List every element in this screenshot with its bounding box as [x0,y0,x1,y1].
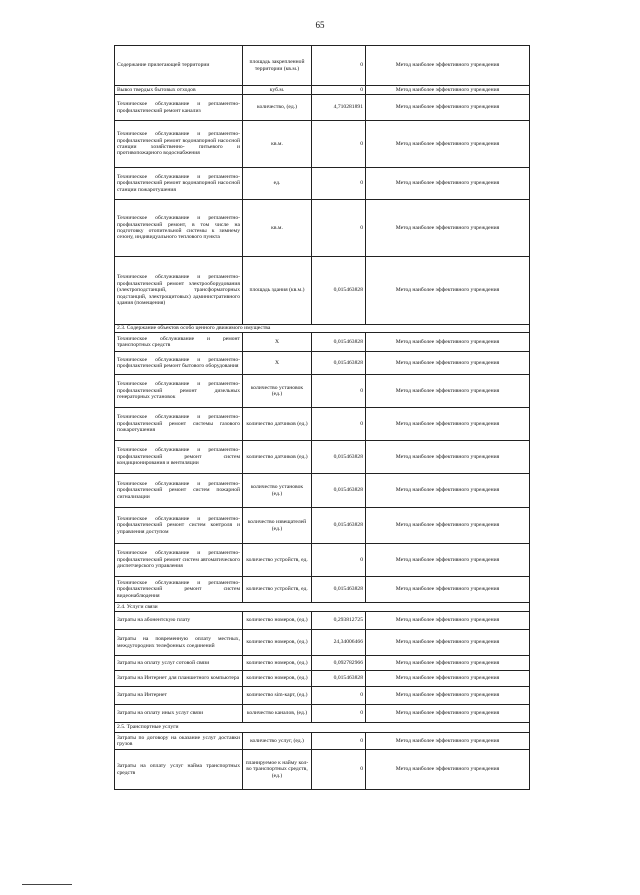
section-title: 2.4. Услуги связи [115,603,530,612]
method-cell: Метод наиболее эффективного учреждения [366,46,530,86]
unit-cell: количество извещателей (ед.) [243,508,312,544]
method-cell: Метод наиболее эффективного учреждения [366,577,530,603]
table-row [115,408,530,441]
unit-cell: куб.м. [243,86,312,95]
footer-divider [22,884,72,885]
value-cell: 0 [312,86,366,95]
item-cell: Техническое обслуживание и регламентно- профилактический ремонт систем пожарной сигнализации [115,474,243,508]
unit-cell: количество номеров, (ед.) [243,671,312,687]
value-cell: 0 [312,200,366,257]
value-cell: 0,293812725 [312,612,366,630]
item-cell: Техническое обслуживание и регламентно- профилактический ремонт систем контроля и управления доступом [115,508,243,544]
item-cell: Техническое обслуживание и регламентно- профилактический ремонт электрооборудования (электроподстанций, трансформаторных подстанций, электрощитовых) административного здания (помещения) [115,257,243,325]
method-cell: Метод наиболее эффективного учреждения [366,95,530,121]
item-cell: Затраты на оплату услуг сотовой связи [115,656,243,671]
item-cell: Затраты на Интернет для планшетного компьютера [115,671,243,687]
norms-table-body [115,46,530,790]
item-cell: Затраты по договору на оказание услуг доставки грузов [115,733,243,750]
unit-cell: кв.м. [243,121,312,168]
section-row [115,723,530,733]
table-row [115,612,530,630]
table-row [115,121,530,168]
value-cell: 0 [312,544,366,577]
method-cell: Метод наиболее эффективного учреждения [366,441,530,474]
section-row [115,325,530,333]
unit-cell: кв.м. [243,200,312,257]
method-cell: Метод наиболее эффективного учреждения [366,687,530,705]
unit-cell: количество устройств, ед. [243,544,312,577]
value-cell: 0,015463828 [312,671,366,687]
value-cell: 0 [312,375,366,408]
item-cell: Техническое обслуживание и ремонт транспортных средств [115,333,243,352]
table-row [115,750,530,790]
unit-cell: количество датчиков (ед.) [243,441,312,474]
item-cell: Затраты на абонентскую плату [115,612,243,630]
table-row [115,630,530,656]
table-row [115,86,530,95]
method-cell: Метод наиболее эффективного учреждения [366,705,530,723]
table-row [115,375,530,408]
method-cell: Метод наиболее эффективного учреждения [366,612,530,630]
item-cell: Техническое обслуживание и регламентно- профилактический ремонт систем кондиционирования и вентиляции [115,441,243,474]
method-cell: Метод наиболее эффективного учреждения [366,544,530,577]
unit-cell: количество каналов, (ед.) [243,705,312,723]
unit-cell: количество датчиков (ед.) [243,408,312,441]
table-row [115,95,530,121]
item-cell: Техническое обслуживание и регламентно- профилактический ремонт системы газового пожаротушения [115,408,243,441]
method-cell: Метод наиболее эффективного учреждения [366,750,530,790]
value-cell: 0 [312,750,366,790]
unit-cell: количество номеров, (ед.) [243,630,312,656]
value-cell: 4,710281891 [312,95,366,121]
method-cell: Метод наиболее эффективного учреждения [366,200,530,257]
method-cell: Метод наиболее эффективного учреждения [366,474,530,508]
unit-cell: количество услуг, (ед.) [243,733,312,750]
method-cell: Метод наиболее эффективного учреждения [366,352,530,375]
value-cell: 0 [312,705,366,723]
method-cell: Метод наиболее эффективного учреждения [366,333,530,352]
unit-cell: количество номеров, (ед.) [243,612,312,630]
item-cell: Техническое обслуживание и регламентно- профилактический ремонт канализ [115,95,243,121]
unit-cell: Х [243,333,312,352]
value-cell: 24,34006466 [312,630,366,656]
table-row [115,687,530,705]
table-row [115,577,530,603]
unit-cell: площадь закрепленной территории (кв.м.) [243,46,312,86]
unit-cell: планируемое к найму кол- во транспортных средств, (ед.) [243,750,312,790]
page-number: 65 [315,20,325,30]
method-cell: Метод наиболее эффективного учреждения [366,375,530,408]
item-cell: Затраты на Интернет [115,687,243,705]
method-cell: Метод наиболее эффективного учреждения [366,86,530,95]
value-cell: 0 [312,733,366,750]
item-cell: Техническое обслуживание и регламентно- профилактический ремонт дизельных генераторных установок [115,375,243,408]
table-row [115,656,530,671]
value-cell: 0 [312,408,366,441]
item-cell: Техническое обслуживание и регламентно- профилактический ремонт бытового оборудования [115,352,243,375]
section-title: 2.5. Транспортные услуги [115,723,530,733]
table-row [115,46,530,86]
table-row [115,544,530,577]
value-cell: 0,015463828 [312,352,366,375]
table-row [115,352,530,375]
table-row [115,441,530,474]
unit-cell: количество установок (ед.) [243,474,312,508]
value-cell: 0,015463828 [312,441,366,474]
method-cell: Метод наиболее эффективного учреждения [366,168,530,200]
value-cell: 0,092782966 [312,656,366,671]
unit-cell: количество номеров, (ед.) [243,656,312,671]
table-row [115,705,530,723]
value-cell: 0,015463828 [312,577,366,603]
method-cell: Метод наиболее эффективного учреждения [366,733,530,750]
value-cell: 0,015463828 [312,333,366,352]
item-cell: Затраты на оплату иных услуг связи [115,705,243,723]
method-cell: Метод наиболее эффективного учреждения [366,408,530,441]
item-cell: Вывоз твердых бытовых отходов [115,86,243,95]
item-cell: Техническое обслуживание и регламентно- профилактический ремонт водонапорной насосной станции пожаротушения [115,168,243,200]
item-cell: Содержание прилегающей территории [115,46,243,86]
item-cell: Техническое обслуживание и регламентно- профилактический ремонт систем автоматического диспетчерского управления [115,544,243,577]
item-cell: Техническое обслуживание и регламентно- профилактический ремонт водонапорной насосной станции хозяйственно- питьевого и противопожарного водоснабжения [115,121,243,168]
method-cell: Метод наиболее эффективного учреждения [366,121,530,168]
item-cell: Техническое обслуживание и регламентно- профилактический ремонт, в том числе на подготовку отопительной системы к зимнему сезону, индивидуального теплового пункта [115,200,243,257]
value-cell: 0 [312,168,366,200]
method-cell: Метод наиболее эффективного учреждения [366,630,530,656]
table-row [115,508,530,544]
value-cell: 0 [312,687,366,705]
value-cell: 0,015463828 [312,257,366,325]
unit-cell: количество sim-карт, (ед.) [243,687,312,705]
table-row [115,200,530,257]
value-cell: 0,015463828 [312,474,366,508]
table-row [115,333,530,352]
item-cell: Затраты на оплату услуг найма транспортных средств [115,750,243,790]
unit-cell: Х [243,352,312,375]
value-cell: 0 [312,121,366,168]
table-row [115,671,530,687]
value-cell: 0,015463828 [312,508,366,544]
unit-cell: площадь здания (кв.м.) [243,257,312,325]
table-row [115,474,530,508]
method-cell: Метод наиболее эффективного учреждения [366,508,530,544]
unit-cell: ед. [243,168,312,200]
method-cell: Метод наиболее эффективного учреждения [366,257,530,325]
item-cell: Затраты на повременную оплату местных, междугородних телефонных соединений [115,630,243,656]
unit-cell: количество устройств, ед. [243,577,312,603]
table-row [115,733,530,750]
section-title: 2.3. Содержание объектов особо ценного движимого имущества [115,325,530,333]
table-row [115,168,530,200]
method-cell: Метод наиболее эффективного учреждения [366,671,530,687]
norms-table [114,45,530,790]
item-cell: Техническое обслуживание и регламентно- профилактический ремонт систем видеонаблюдения [115,577,243,603]
unit-cell: количество, (ед.) [243,95,312,121]
table-row [115,257,530,325]
value-cell: 0 [312,46,366,86]
section-row [115,603,530,612]
method-cell: Метод наиболее эффективного учреждения [366,656,530,671]
unit-cell: количество установок (ед.) [243,375,312,408]
